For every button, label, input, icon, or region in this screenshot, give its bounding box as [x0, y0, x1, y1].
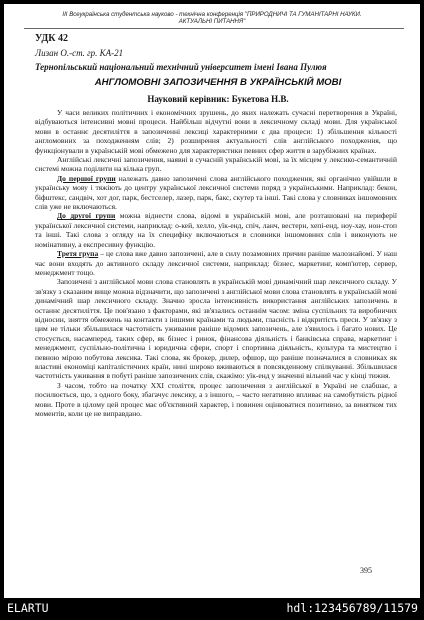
running-header-line-2: АКТУАЛЬНІ ПИТАННЯ": [178, 18, 246, 25]
paragraph-6: Запозичені з англійської мови слова становлять в українській мові динамічний шар лексичного складу. У зв'язку з сказаним вище можна відзначити, що запозичені з англійської мови слова становлять в українській мові динамічний шар лексичного складу. Значно зросла інтенсивність використання англійських запозичень в останнє десятиліття. Це пов'язано з факторами, які зв'язались останнім часом: зміна суспільних та виробничих відносин, зняття обмежень на контакти з іншими країнами та людьми, гласність і відкритість преси. У зв'язку з цим не тільки збільшилася частотність уживання раніше відомих запозичень, але з'явилось і багато нових. Це стосується, насамперед, таких сфер, як бізнес і ринок, фінансова діяльність і банківська справа, маркетинг і менеджмент, суспільно-політична і юридична сфери, спорт і спортивна діяльність, культура та мистецтво і певною мірою побутова лексика. Такі слова, як брокер, дилер, офшор, що раніше позначалися в словниках як властиві економіці капіталістичних країн, нині широко вживаються в повсякденному спілкуванні. Збільшилася частотність уживання в побуті раніше запозичених слів, скажімо: уїк-енд у значенні вільний час у кінці тижня.: [35, 277, 397, 381]
header-rule: [24, 28, 404, 29]
paragraph-3: [35, 174, 397, 212]
paragraph-5: [35, 249, 397, 277]
repository-name: ELARTU: [7, 601, 49, 615]
running-header: [24, 11, 400, 25]
group-1-heading: До першої групи: [57, 173, 116, 183]
udc-code: УДК 42: [35, 33, 68, 44]
affiliation-line: Тернопільський національний технічний університет імені Івана Пулюя: [35, 62, 327, 72]
paragraph-4-text: можна віднести слова, відомі в українській мові, але розташовані на периферії української лексичної системи, наприклад: о-кей, хелло, уїк-енд, спіч, ланч, вестерн, хепі-енд, ноу-хау, нон-стоп та інші. Такі слова з огляду на їх специфіку включаються в словники іншомовних слів і виконують не номінативну, а експресивну функцію.: [35, 211, 397, 249]
repository-footer: [0, 598, 424, 620]
group-2-heading: До другої групи: [57, 211, 116, 221]
author-line: Лизан О.-ст. гр. КА-21: [35, 48, 124, 58]
paragraph-3-text: належать давно запозичені слова англійського походження, які органічно увійшли в українську мову і тяжіють до центру української лексичної системи поряд з українськими. Наприклад: бекон, біфштекс, сандвіч, хот дог, парк, бестселер, лазер, парк, бакс, скутер та інші. Такі слова у словниках іншомовних слів уже не включаються.: [35, 173, 397, 212]
paragraph-2: Англійські лексичні запозичення, наявні в сучасній українській мові, за їх місцем у лексико-семантичній системі можна поділити на кілька груп.: [35, 155, 397, 174]
group-3-heading: Третя група: [57, 249, 99, 259]
article-body: [35, 108, 397, 418]
paragraph-7: З часом, тобто на початку XXI століття, процес запозичення з англійської в Україні не слабшає, а посилюється, що, з одного боку, збагачує лексику, а з іншого, – часто негативно впливає на самобутність рідної мови. Проте в цілому цей процес має об'єктивний характер, і повинен оцінюватися позитивно, за винятком тих моментів, коли це не виправдано.: [35, 380, 397, 418]
paragraph-5-text: – це слова вже давно запозичені, але в силу позамовних причин раніше малознайомі. У наш час вони входять до активного складу лексичної системи, наприклад: бізнес, маркетинг, комп'ютер, сервер, менеджмент тощо.: [35, 249, 397, 277]
running-header-line-1: III Всеукраїнська студентська науково - технічна конференція "ПРИРОДНИЧІ ТА ГУМАНІТАРНІ НАУКИ.: [62, 11, 362, 18]
page-number: 395: [360, 566, 372, 575]
supervisor-line: Науковий керівник: Букетова Н.В.: [147, 94, 289, 104]
document-page: [4, 4, 420, 598]
article-title: АНГЛОМОВНІ ЗАПОЗИЧЕННЯ В УКРАЇНСЬКІЙ МОВІ: [94, 77, 342, 88]
paragraph-4: [35, 211, 397, 249]
handle-identifier: hdl:123456789/11579: [286, 601, 418, 615]
paragraph-1: У часи великих політичних і економічних зрушень, до яких належать сучасні перетворення в Україні, відбуваються інтенсивні мовні процеси. Найбільш відчутні вони в лексичному складі мови. Для української мови в останнє десятиліття в запозиченні лексиці характерними є два процеси: 1) збільшення кількості англомовних за походженням слів; 2) розширення актуальності слів англійського походження, що функціонували в українській мові обмежено для характеристики певних сфер життя в зарубіжних країнах.: [35, 108, 397, 155]
